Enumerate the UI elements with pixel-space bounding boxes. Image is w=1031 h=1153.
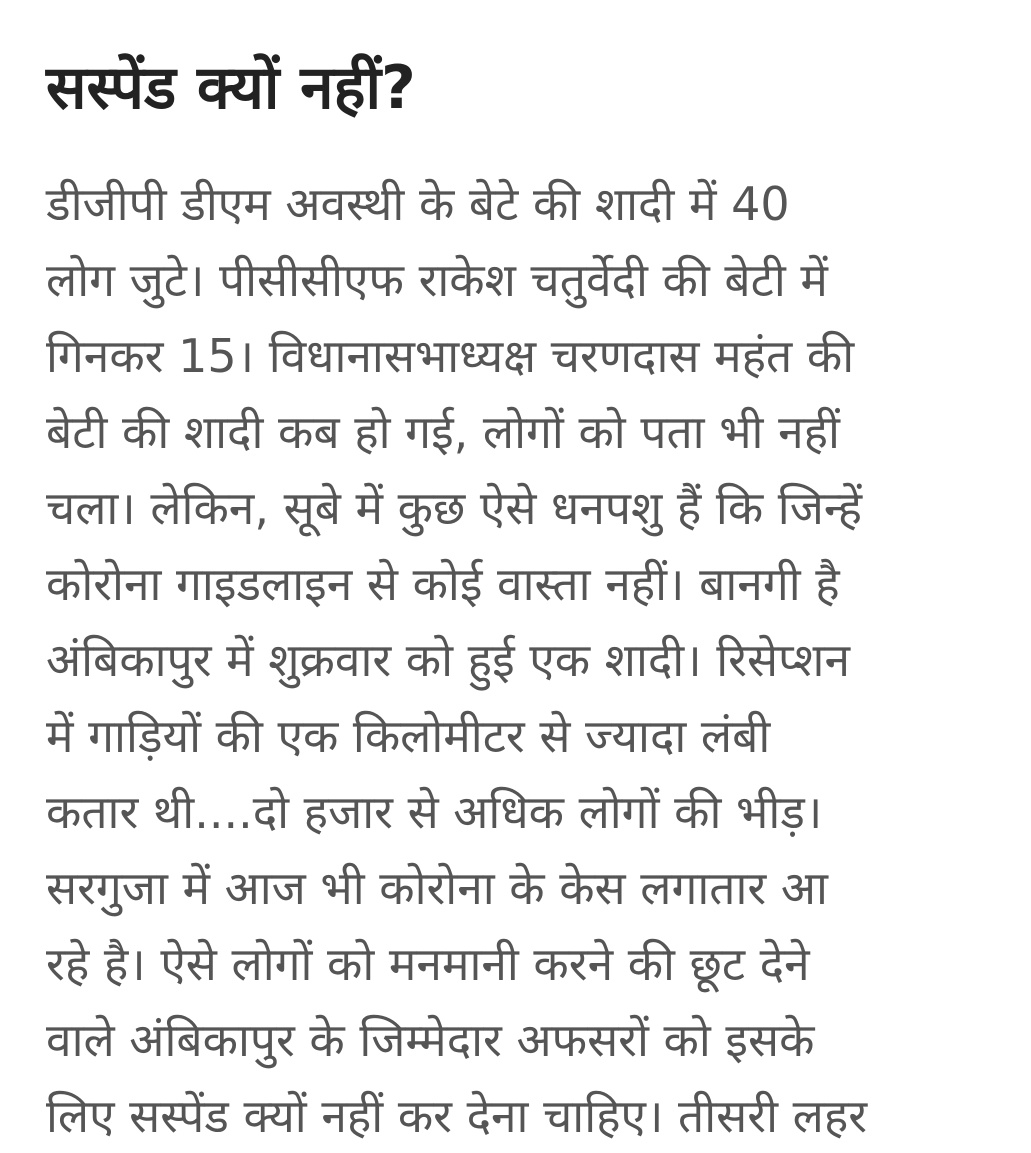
body-line: सरगुजा में आज भी कोरोना के केस लगातार आ [46, 861, 828, 915]
body-line: वाले अंबिकापुर के जिम्मेदार अफसरों को इसके [46, 1013, 815, 1067]
body-line: में गाड़ियों की एक किलोमीटर से ज्यादा लंबी [46, 709, 771, 763]
body-line: लोग जुटे। पीसीसीएफ राकेश चतुर्वेदी की बेटी में [46, 253, 828, 307]
body-line: बेटी की शादी कब हो गई, लोगों को पता भी नहीं [46, 405, 840, 459]
body-line: लिए सस्पेंड क्यों नहीं कर देना चाहिए। तीसरी लहर [46, 1089, 868, 1143]
body-line: कोरोना गाइडलाइन से कोई वास्ता नहीं। बानगी है [46, 557, 840, 611]
article-heading: सस्पेंड क्यों नहीं? [46, 53, 416, 123]
article-body [46, 166, 1031, 1153]
body-line: रहे है। ऐसे लोगों को मनमानी करने की छूट देने [46, 937, 810, 991]
body-line: अंबिकापुर में शुक्रवार को हुई एक शादी। रिसेप्शन [46, 633, 850, 687]
body-line: चला। लेकिन, सूबे में कुछ ऐसे धनपशु हैं कि जिन्हें [46, 481, 863, 535]
body-line: कतार थी....दो हजार से अधिक लोगों की भीड़। [46, 785, 823, 839]
body-line: गिनकर 15। विधानासभाध्यक्ष चरणदास महंत की [46, 329, 855, 383]
body-line: डीजीपी डीएम अवस्थी के बेटे की शादी में 40 [46, 177, 790, 231]
